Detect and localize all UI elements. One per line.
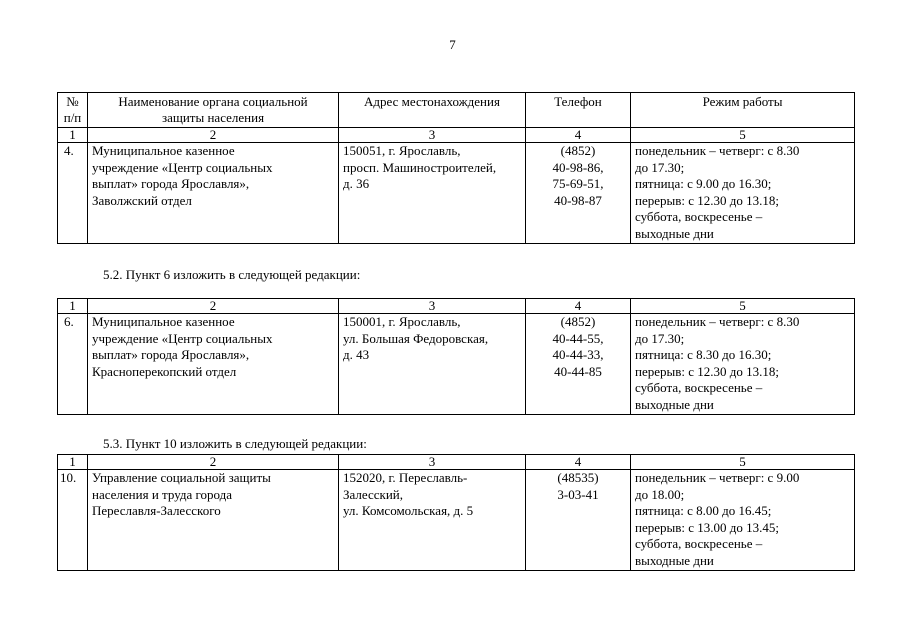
- agency-name: Управление социальной защиты населения и труда города Переславля-Залесского: [88, 470, 339, 571]
- column-index-row: 1 2 3 4 5: [58, 299, 855, 314]
- row-number: 10.: [58, 470, 88, 571]
- header-address: Адрес местонахождения: [339, 93, 526, 128]
- paragraph-5-2: 5.2. Пункт 6 изложить в следующей редакции:: [103, 267, 361, 282]
- agency-schedule: понедельник – четверг: с 9.00 до 18.00; пятница: с 8.00 до 16.45; перерыв: с 13.00 до 13.45; суббота, воскресенье – выходные дни: [631, 470, 855, 571]
- column-index-row: 1 2 3 4 5: [58, 455, 855, 470]
- header-name: Наименование органа социальной защиты населения: [88, 93, 339, 128]
- paragraph-5-3: 5.3. Пункт 10 изложить в следующей редакции:: [103, 436, 367, 451]
- agencies-table-2: [57, 298, 855, 415]
- agency-name: Муниципальное казенное учреждение «Центр социальных выплат» города Ярославля», Красноперекопский отдел: [88, 314, 339, 415]
- row-number: 4.: [58, 143, 88, 244]
- agency-schedule: понедельник – четверг: с 8.30 до 17.30; пятница: с 8.30 до 16.30; перерыв: с 12.30 до 13.18; суббота, воскресенье – выходные дни: [631, 314, 855, 415]
- agency-phone: (48535) 3-03-41: [526, 470, 631, 571]
- agency-address: 152020, г. Переславль- Залесский, ул. Комсомольская, д. 5: [339, 470, 526, 571]
- page-number: 7: [449, 37, 456, 52]
- table-row: [58, 143, 855, 244]
- table-header-row: [58, 93, 855, 128]
- agency-schedule: понедельник – четверг: с 8.30 до 17.30; пятница: с 9.00 до 16.30; перерыв: с 12.30 до 13.18; суббота, воскресенье – выходные дни: [631, 143, 855, 244]
- header-no: № п/п: [58, 93, 88, 128]
- agencies-table-1: [57, 92, 855, 244]
- agencies-table-3: [57, 454, 855, 571]
- header-schedule: Режим работы: [631, 93, 855, 128]
- agency-address: 150001, г. Ярославль, ул. Большая Федоровская, д. 43: [339, 314, 526, 415]
- row-number: 6.: [58, 314, 88, 415]
- header-phone: Телефон: [526, 93, 631, 128]
- agency-phone: (4852) 40-44-55, 40-44-33, 40-44-85: [526, 314, 631, 415]
- agency-phone: (4852) 40-98-86, 75-69-51, 40-98-87: [526, 143, 631, 244]
- table-row: [58, 314, 855, 415]
- agency-name: Муниципальное казенное учреждение «Центр социальных выплат» города Ярославля», Заволжский отдел: [88, 143, 339, 244]
- table-row: [58, 470, 855, 571]
- agency-address: 150051, г. Ярославль, просп. Машиностроителей, д. 36: [339, 143, 526, 244]
- column-index-row: 1 2 3 4 5: [58, 128, 855, 143]
